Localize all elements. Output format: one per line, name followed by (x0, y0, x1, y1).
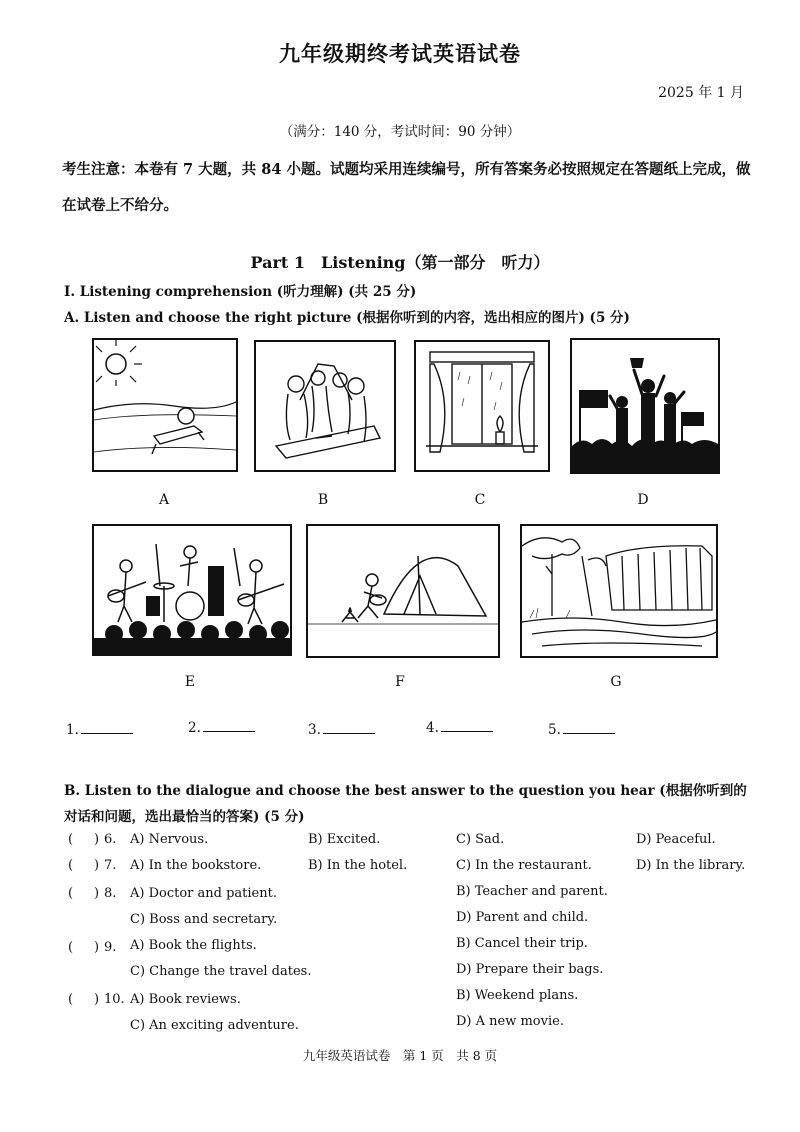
option-a: A) In the bookstore. (130, 858, 262, 873)
option-d: D) Parent and child. (456, 910, 589, 925)
section-b-heading: B. Listen to the dialogue and choose the best answer to the question you hear (根据你听到的对话和问题，选出最恰当的答案) (5 分) (64, 783, 747, 825)
camping-tent-icon (308, 526, 498, 656)
answer-paren-9[interactable]: ( (68, 940, 74, 955)
option-b: B) Weekend plans. (456, 988, 579, 1003)
question-number: 10. (104, 992, 125, 1007)
option-b: B) In the hotel. (308, 858, 408, 873)
exam-date: 2025 年 1 月 (658, 85, 744, 101)
picture-g (520, 524, 718, 658)
picture-c (414, 340, 550, 472)
answer-blank-4[interactable]: 4. (426, 720, 493, 736)
exam-notice: 考生注意：本卷有 7 大题，共 84 小题。试题均采用连续编号，所有答案务必按照规定在答题纸上完成，做在试卷上不给分。 (62, 161, 751, 214)
picture-c-label: C (474, 492, 486, 508)
beach-sunbathing-icon (94, 340, 236, 470)
answer-blank-5[interactable]: 5. (548, 722, 615, 738)
answer-paren-6[interactable]: ( (68, 832, 74, 847)
picture-d-label: D (637, 492, 649, 508)
picture-b-label: B (317, 492, 329, 508)
option-d: D) In the library. (636, 858, 746, 873)
picture-e-label: E (184, 674, 196, 690)
picture-f-label: F (395, 674, 405, 690)
option-c: C) Change the travel dates. (130, 964, 312, 979)
section-a-heading: A. Listen and choose the right picture (根据你听到的内容，选出相应的图片) (5 分) (64, 310, 630, 326)
option-a: A) Doctor and patient. (130, 886, 277, 901)
answer-blank-1[interactable]: 1. (66, 722, 133, 738)
option-b: B) Cancel their trip. (456, 936, 588, 951)
answer-paren-8[interactable]: ( (68, 886, 74, 901)
answer-paren-7[interactable]: ( (68, 858, 74, 873)
question-number: 8. (104, 886, 117, 901)
option-c: C) Boss and secretary. (130, 912, 278, 927)
question-number: 6. (104, 832, 117, 847)
cheering-crowd-trophy-icon (572, 340, 718, 472)
option-a: A) Book the flights. (130, 938, 257, 953)
picture-a (92, 338, 238, 472)
question-close-paren: ) (94, 992, 100, 1007)
question-close-paren: ) (94, 858, 100, 873)
answer-blank-2[interactable]: 2. (188, 720, 255, 736)
answer-blank-3[interactable]: 3. (308, 722, 375, 738)
option-d: D) A new movie. (456, 1014, 564, 1029)
rock-band-concert-icon (94, 526, 290, 654)
option-d: D) Peaceful. (636, 832, 716, 847)
exam-title: 九年级期终考试英语试卷 (279, 41, 521, 66)
option-a: A) Book reviews. (130, 992, 241, 1007)
page-footer: 九年级英语试卷 第 1 页 共 8 页 (302, 1048, 498, 1063)
option-c: C) An exciting adventure. (130, 1018, 299, 1033)
question-number: 7. (104, 858, 117, 873)
option-c: C) Sad. (456, 832, 505, 847)
window-curtains-icon (416, 342, 548, 470)
picture-a-label: A (158, 492, 170, 508)
picture-d (570, 338, 720, 474)
picture-b (254, 340, 396, 472)
answer-paren-10[interactable]: ( (68, 992, 74, 1007)
question-close-paren: ) (94, 886, 100, 901)
question-number: 9. (104, 940, 117, 955)
option-a: A) Nervous. (130, 832, 209, 847)
option-b: B) Teacher and parent. (456, 884, 608, 899)
option-d: D) Prepare their bags. (456, 962, 604, 977)
question-close-paren: ) (94, 940, 100, 955)
section-listening-comprehension: I. Listening comprehension (听力理解) (共 25 分) (64, 284, 417, 300)
waterfall-forest-icon (522, 526, 716, 656)
picture-f (306, 524, 500, 658)
question-close-paren: ) (94, 832, 100, 847)
option-c: C) In the restaurant. (456, 858, 592, 873)
picture-g-label: G (610, 674, 622, 690)
group-high-five-icon (256, 342, 394, 470)
option-b: B) Excited. (308, 832, 381, 847)
picture-e (92, 524, 292, 656)
part1-title: Part 1 Listening（第一部分 听力） (250, 253, 550, 272)
score-info: （满分：140 分，考试时间：90 分钟） (279, 124, 521, 140)
